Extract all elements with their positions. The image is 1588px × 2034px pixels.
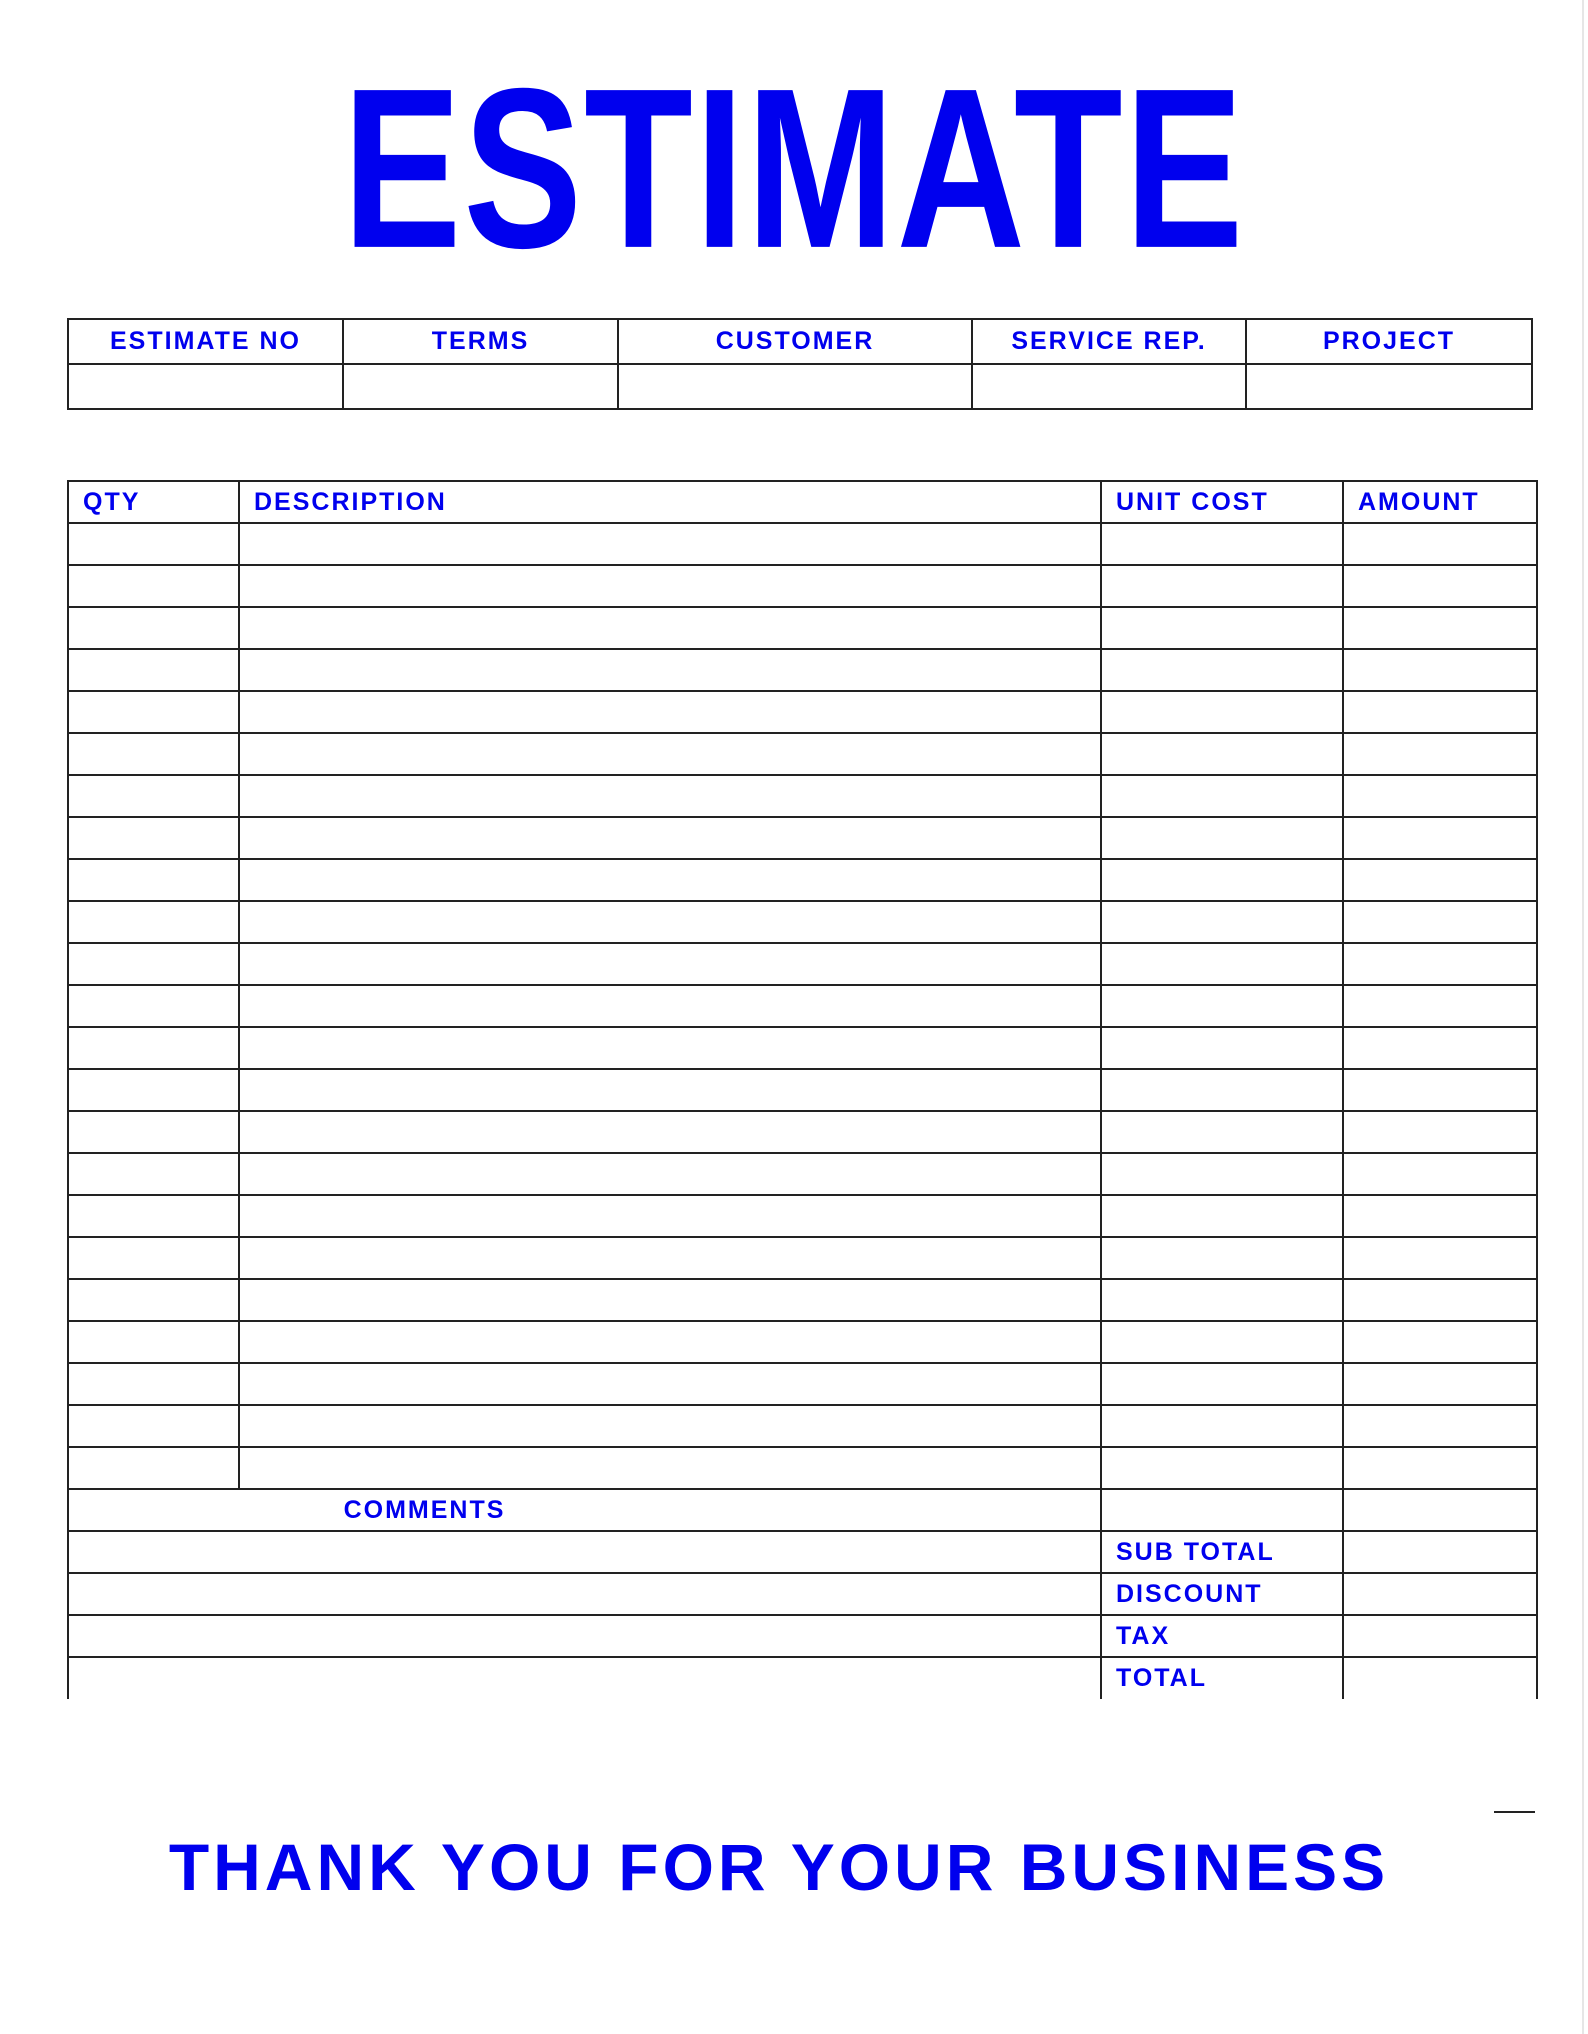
discount-field[interactable] [1343,1573,1537,1615]
table-row [68,565,1537,607]
amount-cell[interactable] [1343,1363,1537,1405]
unit-cost-cell[interactable] [1101,649,1343,691]
unit-cost-cell[interactable] [1101,1027,1343,1069]
unit-cost-cell[interactable] [1101,1405,1343,1447]
amount-cell[interactable] [1343,1153,1537,1195]
unit-cost-cell[interactable] [1101,775,1343,817]
unit-cost-cell[interactable] [1101,1195,1343,1237]
subtotal-row [68,1531,1537,1573]
terms-field[interactable] [343,364,618,409]
description-cell[interactable] [239,859,1101,901]
amount-cell[interactable] [1343,943,1537,985]
qty-cell[interactable] [68,943,239,985]
qty-header: QTY [68,481,239,523]
table-row [68,649,1537,691]
discount-row [68,1573,1537,1615]
qty-cell[interactable] [68,565,239,607]
qty-cell[interactable] [68,1111,239,1153]
thank-you-message: THANK YOU FOR YOUR BUSINESS [168,1830,1390,1904]
unit-cost-cell[interactable] [1101,1069,1343,1111]
table-row [68,1027,1537,1069]
amount-cell[interactable] [1343,859,1537,901]
amount-cell[interactable] [1343,817,1537,859]
amount-cell[interactable] [1343,1027,1537,1069]
unit-cost-cell[interactable] [1101,565,1343,607]
amount-cell[interactable] [1343,901,1537,943]
description-cell[interactable] [239,1111,1101,1153]
summary-section [68,1489,1537,1699]
description-cell[interactable] [239,1153,1101,1195]
description-cell[interactable] [239,1237,1101,1279]
unit-cost-cell[interactable] [1101,985,1343,1027]
qty-cell[interactable] [68,1405,239,1447]
unit-cost-cell[interactable] [1101,1153,1343,1195]
description-cell[interactable] [239,565,1101,607]
total-row [68,1657,1537,1699]
table-row [68,1447,1537,1489]
qty-cell[interactable] [68,817,239,859]
amount-cell[interactable] [1343,775,1537,817]
customer-header: CUSTOMER [618,319,972,364]
amount-cell[interactable] [1343,1405,1537,1447]
comments-label: COMMENTS [68,1489,1101,1531]
item-rows [68,523,1537,1489]
unit-cost-cell[interactable] [1101,1279,1343,1321]
table-row [68,1195,1537,1237]
info-header-row [68,319,1532,364]
table-row [68,1237,1537,1279]
estimate-no-header: ESTIMATE NO [68,319,343,364]
description-cell[interactable] [239,649,1101,691]
table-row [68,943,1537,985]
description-cell[interactable] [239,1279,1101,1321]
subtotal-label: SUB TOTAL [1101,1531,1343,1573]
unit-cost-cell[interactable] [1101,1447,1343,1489]
unit-cost-cell[interactable] [1101,1363,1343,1405]
comments-line[interactable] [68,1615,1101,1657]
amount-cell[interactable] [1343,1447,1537,1489]
description-cell[interactable] [239,775,1101,817]
comments-line[interactable] [68,1657,1101,1699]
total-label: TOTAL [1101,1657,1343,1699]
unit-cost-cell[interactable] [1101,1111,1343,1153]
qty-cell[interactable] [68,1279,239,1321]
amount-cell[interactable] [1343,733,1537,775]
description-cell[interactable] [239,1027,1101,1069]
amount-cell[interactable] [1343,691,1537,733]
table-row [68,1321,1537,1363]
unit-cost-cell[interactable] [1101,1321,1343,1363]
unit-cost-cell[interactable] [1101,691,1343,733]
qty-cell[interactable] [68,775,239,817]
estimate-no-field[interactable] [68,364,343,409]
description-cell[interactable] [239,901,1101,943]
qty-cell[interactable] [68,733,239,775]
qty-cell[interactable] [68,1195,239,1237]
amount-cell[interactable] [1343,1069,1537,1111]
unit-cost-cell[interactable] [1101,901,1343,943]
amount-cell[interactable] [1343,565,1537,607]
qty-cell[interactable] [68,1153,239,1195]
amount-cell[interactable] [1343,523,1537,565]
description-cell[interactable] [239,607,1101,649]
unit-cost-cell[interactable] [1101,943,1343,985]
unit-cost-cell[interactable] [1101,859,1343,901]
service-rep-header: SERVICE REP. [972,319,1246,364]
summary-value-blank [1343,1489,1537,1531]
table-row [68,1405,1537,1447]
description-cell[interactable] [239,1069,1101,1111]
table-row [68,985,1537,1027]
description-cell[interactable] [239,691,1101,733]
qty-cell[interactable] [68,1363,239,1405]
terms-header: TERMS [343,319,618,364]
discount-label: DISCOUNT [1101,1573,1343,1615]
tax-label: TAX [1101,1615,1343,1657]
qty-cell[interactable] [68,1237,239,1279]
table-row [68,1279,1537,1321]
description-cell[interactable] [239,733,1101,775]
description-cell[interactable] [239,523,1101,565]
table-row [68,817,1537,859]
qty-cell[interactable] [68,691,239,733]
unit-cost-cell[interactable] [1101,607,1343,649]
table-row [68,775,1537,817]
comments-line[interactable] [68,1531,1101,1573]
estimate-info-table [67,318,1533,410]
summary-label-blank [1101,1489,1343,1531]
table-corner-line [1494,1811,1535,1813]
table-row [68,1069,1537,1111]
comments-row [68,1489,1537,1531]
qty-cell[interactable] [68,649,239,691]
tax-row [68,1615,1537,1657]
description-header: DESCRIPTION [239,481,1101,523]
amount-cell[interactable] [1343,1237,1537,1279]
description-cell[interactable] [239,1447,1101,1489]
qty-cell[interactable] [68,985,239,1027]
qty-cell[interactable] [68,1321,239,1363]
qty-cell[interactable] [68,607,239,649]
description-cell[interactable] [239,943,1101,985]
amount-cell[interactable] [1343,649,1537,691]
amount-cell[interactable] [1343,1279,1537,1321]
qty-cell[interactable] [68,1069,239,1111]
table-row [68,1363,1537,1405]
comments-line[interactable] [68,1573,1101,1615]
amount-header: AMOUNT [1343,481,1537,523]
unit-cost-cell[interactable] [1101,817,1343,859]
unit-cost-header: UNIT COST [1101,481,1343,523]
table-row [68,859,1537,901]
description-cell[interactable] [239,817,1101,859]
qty-cell[interactable] [68,523,239,565]
table-row [68,607,1537,649]
description-cell[interactable] [239,1195,1101,1237]
unit-cost-cell[interactable] [1101,1237,1343,1279]
document-title: ESTIMATE [342,40,1246,296]
table-row [68,691,1537,733]
description-cell[interactable] [239,1363,1101,1405]
items-header-row [68,481,1537,523]
subtotal-field[interactable] [1343,1531,1537,1573]
table-row [68,901,1537,943]
amount-cell[interactable] [1343,1111,1537,1153]
tax-field[interactable] [1343,1615,1537,1657]
customer-field[interactable] [618,364,972,409]
total-field[interactable] [1343,1657,1537,1699]
qty-cell[interactable] [68,901,239,943]
unit-cost-cell[interactable] [1101,523,1343,565]
qty-cell[interactable] [68,1027,239,1069]
info-value-row [68,364,1532,409]
project-header: PROJECT [1246,319,1532,364]
qty-cell[interactable] [68,1447,239,1489]
amount-cell[interactable] [1343,607,1537,649]
amount-cell[interactable] [1343,985,1537,1027]
line-items-table [67,480,1538,1699]
table-row [68,1111,1537,1153]
service-rep-field[interactable] [972,364,1246,409]
qty-cell[interactable] [68,859,239,901]
table-row [68,523,1537,565]
description-cell[interactable] [239,985,1101,1027]
unit-cost-cell[interactable] [1101,733,1343,775]
table-row [68,1153,1537,1195]
project-field[interactable] [1246,364,1532,409]
description-cell[interactable] [239,1405,1101,1447]
amount-cell[interactable] [1343,1195,1537,1237]
table-row [68,733,1537,775]
description-cell[interactable] [239,1321,1101,1363]
amount-cell[interactable] [1343,1321,1537,1363]
